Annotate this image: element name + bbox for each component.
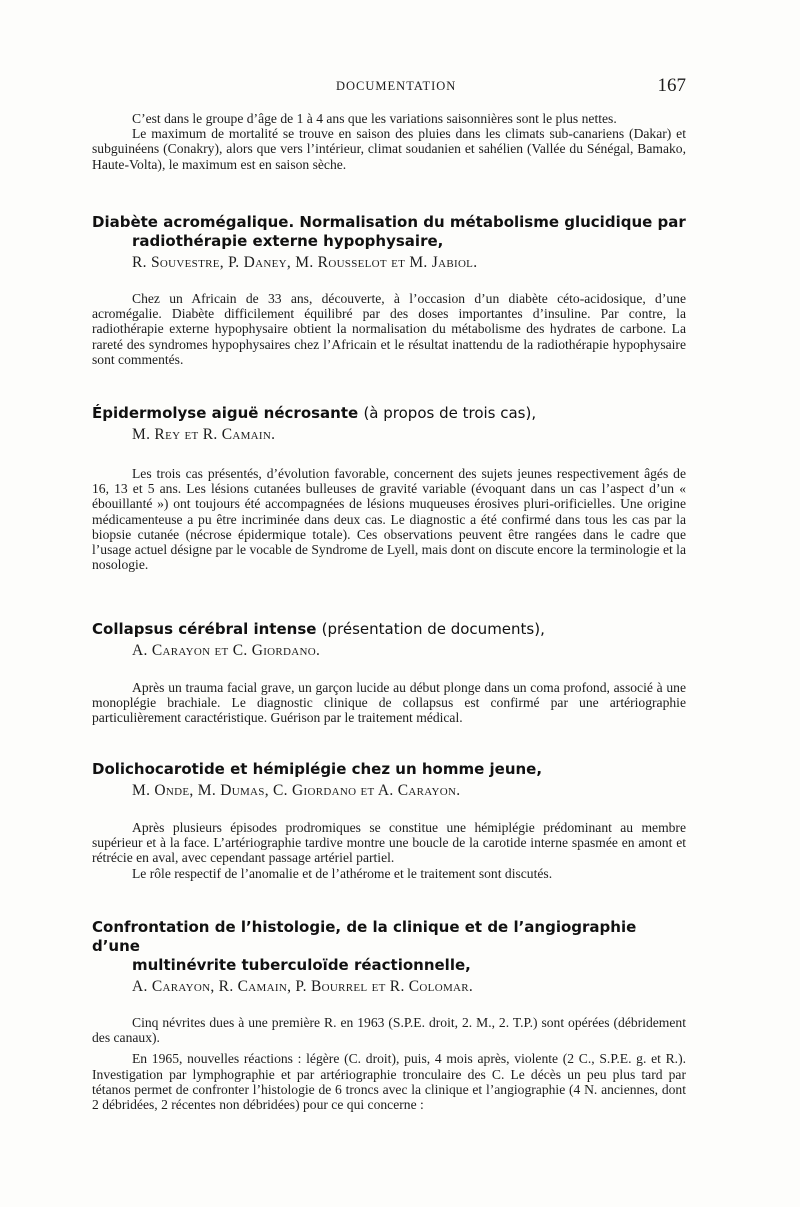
paragraph: Après un trauma facial grave, un garçon lucide au début plonge dans un coma profond, associé à une monoplégie brachiale. Le diagnostic clinique de collapsus est confirmé par une artériographie particulièrement caractéristique. Guérison par le traitement médical. [92,680,686,726]
article-title [92,620,686,639]
article-title [92,404,686,423]
article-title-line1: Diabète acromégalique. Normalisation du métabolisme glucidique par [92,213,686,231]
running-header [0,76,800,100]
article-confrontation [92,918,686,1112]
article-title [92,213,686,251]
article-authors: M. Onde, M. Dumas, C. Giordano et A. Carayon. [132,782,461,799]
paragraph: Après plusieurs épisodes prodromiques se constitue une hémiplégie prédominant au membre supérieur et à la face. L’artériographie tardive montre une boucle de la carotide interne spasmée en amont et rétrécie en aval, avec cependant passage artériel partiel. [92,820,686,866]
running-title: DOCUMENTATION [336,79,457,93]
article-collapsus [92,620,686,726]
paragraph: Chez un Africain de 33 ans, découverte, à l’occasion d’un diabète céto-acidosique, d’une acromégalie. Diabète difficilement équilibré par des doses importantes d’insuline. Par contre, la radiothérapie externe hypophysaire obtient la normalisation du métabolisme des hydrates de carbone. La rareté des syndromes hypophysaires chez l’Africain et le résultat inattendu de la radiothérapie hypophysaire sont commentés. [92,291,686,367]
article-dolichocarotide [92,760,686,881]
paragraph: Cinq névrites dues à une première R. en 1963 (S.P.E. droit, 2. M., 2. T.P.) sont opérées (débridement des canaux). [92,1015,686,1046]
article-epidermolyse [92,404,686,572]
paragraph: Le rôle respectif de l’anomalie et de l’athérome et le traitement sont discutés. [132,865,553,881]
article-title [92,918,686,975]
article-title-bold: Collapsus cérébral intense [92,620,317,638]
paragraph: En 1965, nouvelles réactions : légère (C. droit), puis, 4 mois après, violente (2 C., S.P.E. g. et R.). Investigation par lymphographie et par artériographie tronculaire des C. Le décès un peu plus tard par tétanos permet de confronter l’histologie de 6 troncs avec la clinique et l’angiographie (4 N. anciennes, dont 2 débridées, 2 récentes non débridées) pour ce qui concerne : [92,1051,686,1113]
paragraph: Les trois cas présentés, d’évolution favorable, concernent des sujets jeunes respectivement âgés de 16, 13 et 5 ans. Les lésions cutanées bulleuses de gravité variable (évoquant dans un cas l’aspect d’un « ébouillanté ») ont toujours été accompagnées de lésions muqueuses érosives pluri-orificielles. Une origine médicamenteuse a pu être incriminée dans deux cas. Le diagnostic a été confirmé dans tous les cas par la biopsie cutanée (nécrose épidermique totale). Ces observations peuvent être rangées dans le cadre que l’usage actuel désigne par le vocable de Syndrome de Lyell, mais dont on discute encore la terminologie et la nosologie. [92,466,686,573]
article-title-line2: multinévrite tuberculoïde réactionnelle, [132,956,471,974]
article-title-bold: Épidermolyse aiguë nécrosante [92,404,359,422]
article-authors: A. Carayon, R. Camain, P. Bourrel et R. Colomar. [132,978,474,995]
page-number: 167 [657,75,686,96]
article-title-line2: radiothérapie externe hypophysaire, [132,232,444,250]
article-diabete [92,213,686,367]
article-authors: R. Souvestre, P. Daney, M. Rousselot et M. Jabiol. [132,254,478,271]
article-authors: A. Carayon et C. Giordano. [132,642,321,659]
article-authors: M. Rey et R. Camain. [132,426,276,443]
article-title [92,760,686,779]
paragraph: Le maximum de mortalité se trouve en saison des pluies dans les climats sub-canariens (Dakar) et subguinéens (Conakry), alors que vers l’intérieur, climat soudanien et sahélien (Vallée du Sénégal, Bamako, Haute-Volta), le maximum est en saison sèche. [92,126,686,172]
article-title-light: (à propos de trois cas), [363,404,537,422]
article-title-line1: Confrontation de l’histologie, de la clinique et de l’angiographie d’une [92,918,637,955]
intro-section [92,111,686,172]
article-title-light: (présentation de documents), [321,620,545,638]
article-title-line1: Dolichocarotide et hémiplégie chez un homme jeune, [92,760,543,778]
paragraph: C’est dans le groupe d’âge de 1 à 4 ans que les variations saisonnières sont le plus nettes. [132,111,617,126]
